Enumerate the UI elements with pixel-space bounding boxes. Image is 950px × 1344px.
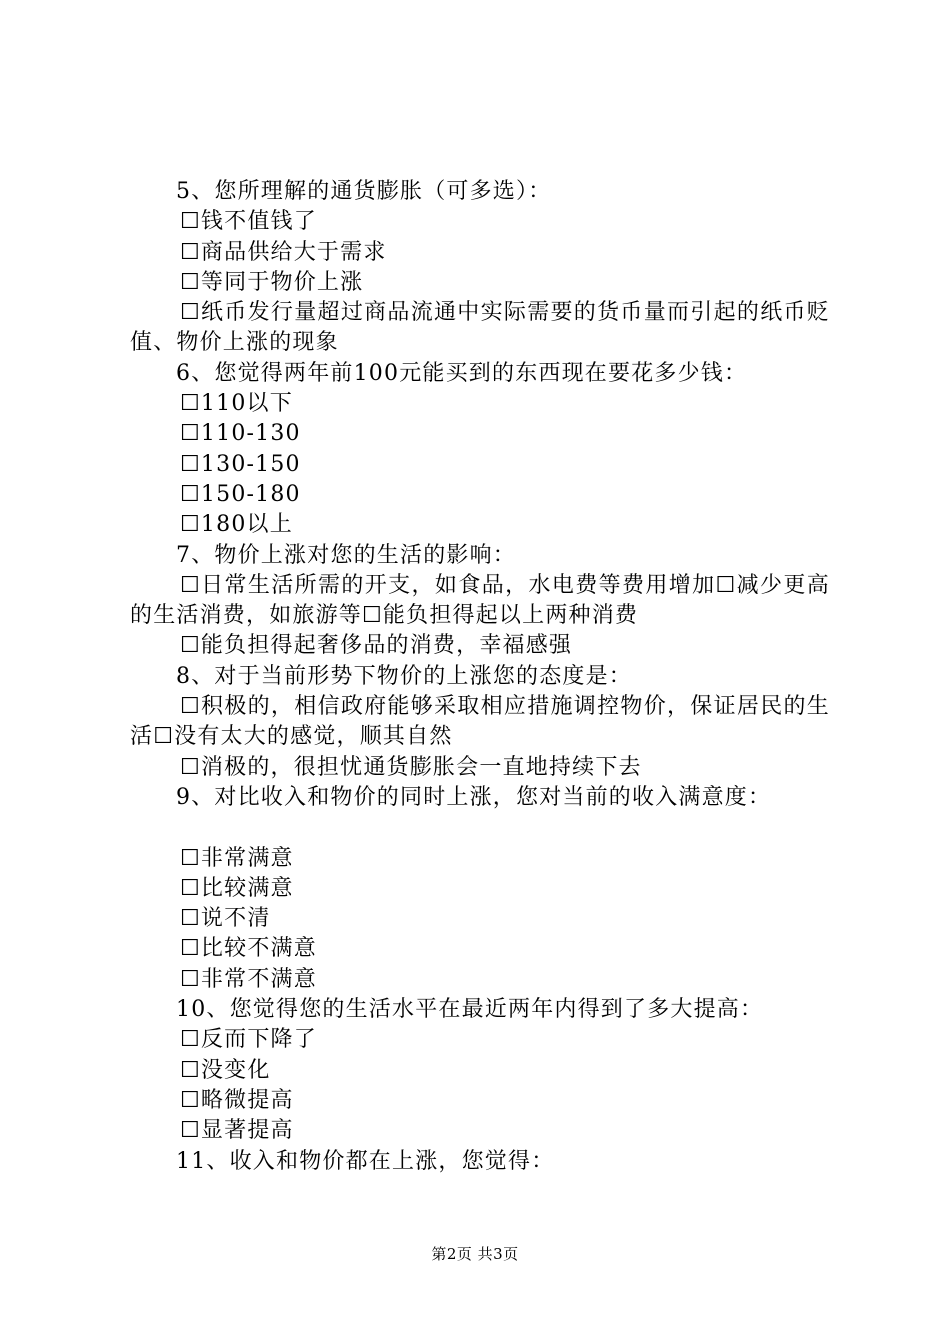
question-6-option-1: ☐110以下 xyxy=(180,391,293,417)
question-6-option-4: ☐150-180 xyxy=(180,481,301,507)
question-9-title: 9、对比收入和物价的同时上涨，您对当前的收入满意度： xyxy=(176,784,772,810)
question-5-title: 5、您所理解的通货膨胀（可多选）： xyxy=(176,179,552,204)
question-5-option-3: ☐等同于物价上涨 xyxy=(180,269,364,295)
question-7-option-1: ☐日常生活所需的开支，如食品，水电费等费用增加☐减少更高的生活消费，如旅游等☐能负担得起以上两种消费 xyxy=(130,572,830,629)
question-9-option-4: ☐比较不满意 xyxy=(180,936,317,962)
question-10-option-4: ☐显著提高 xyxy=(180,1118,294,1144)
question-9-option-2: ☐比较满意 xyxy=(180,875,294,901)
question-5-option-4: ☐纸币发行量超过商品流通中实际需要的货币量而引起的纸币贬值、物价上涨的现象 xyxy=(130,300,830,356)
question-6-option-3: ☐130-150 xyxy=(180,451,301,477)
question-6-title: 6、您觉得两年前100元能买到的东西现在要花多少钱： xyxy=(176,360,748,386)
question-6-option-2: ☐110-130 xyxy=(180,421,301,447)
question-8-option-1: ☐积极的，相信政府能够采取相应措施调控物价，保证居民的生活☐没有太大的感觉，顺其自然 xyxy=(130,694,830,750)
question-8-title: 8、对于当前形势下物价的上涨您的态度是： xyxy=(176,663,632,689)
question-7-title: 7、物价上涨对您的生活的影响： xyxy=(176,542,516,568)
question-10-title: 10、您觉得您的生活水平在最近两年内得到了多大提高： xyxy=(176,997,764,1023)
question-5-option-2: ☐商品供给大于需求 xyxy=(180,239,387,265)
question-11-title: 11、收入和物价都在上涨，您觉得： xyxy=(176,1148,555,1174)
page-footer: 第2页 共3页 xyxy=(431,1245,519,1263)
question-8-option-2: ☐消极的，很担忧通货膨胀会一直地持续下去 xyxy=(180,754,642,780)
question-9-option-5: ☐非常不满意 xyxy=(180,966,317,992)
question-10-option-2: ☐没变化 xyxy=(180,1057,271,1083)
question-10-option-1: ☐反而下降了 xyxy=(180,1027,317,1053)
question-10-option-3: ☐略微提高 xyxy=(180,1087,294,1113)
blank-line xyxy=(130,813,830,843)
question-5-option-1: ☐钱不值钱了 xyxy=(180,209,317,235)
question-7-option-2: ☐能负担得起奢侈品的消费，幸福感强 xyxy=(180,633,573,659)
question-9-option-3: ☐说不清 xyxy=(180,906,271,932)
question-6-option-5: ☐180以上 xyxy=(180,512,293,538)
questionnaire-body xyxy=(130,177,830,1177)
question-9-option-1: ☐非常满意 xyxy=(180,845,294,871)
